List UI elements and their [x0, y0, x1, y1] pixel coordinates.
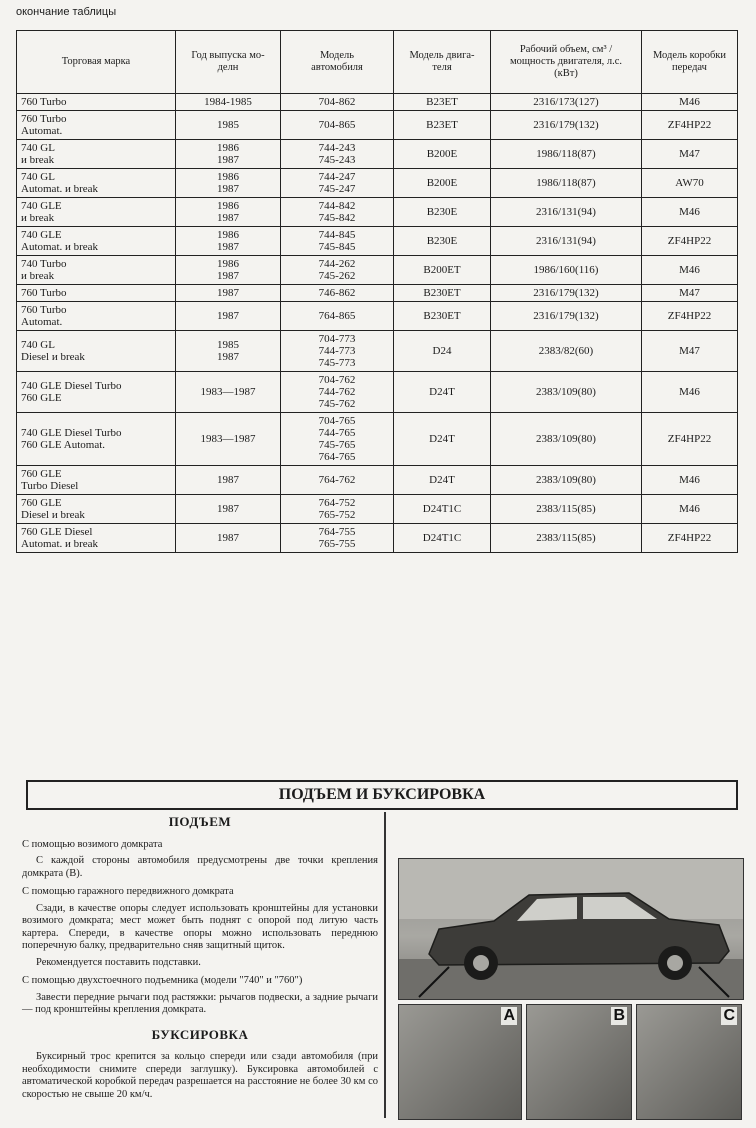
cell-year: 1987: [176, 285, 281, 302]
header-year: Год выпуска мо- делн: [176, 31, 281, 94]
photo-label-b: B: [613, 1007, 625, 1024]
cell-model: 704-762 744-762 745-762: [281, 372, 394, 413]
cell-volume: 1986/118(87): [491, 169, 642, 198]
towing-paragraph: Буксирный трос крепится за кольцо спереди или сзади автомобиля (при необходимости снимите спереди заглушку). Буксировка автомобилей с автоматической коробкой передач разрешается на расстояние не более 30 км со скоростью не свыше 20 км/ч.: [22, 1051, 378, 1100]
cell-model: 764-762: [281, 466, 394, 495]
cell-volume: 2383/115(85): [491, 495, 642, 524]
car-illustration: [399, 859, 743, 999]
cell-brand: 760 GLE Diesel и break: [17, 495, 176, 524]
cell-brand: 760 Turbo Automat.: [17, 302, 176, 331]
table-row: [17, 198, 738, 227]
cell-model: 704-862: [281, 94, 394, 111]
lifting-paragraph-1: С каждой стороны автомобиля предусмотрены две точки крепления домкрата (B).: [22, 855, 378, 879]
header-model: Модель автомобиля: [281, 31, 394, 94]
cell-engine: D24T: [394, 413, 491, 466]
cell-volume: 2383/109(80): [491, 372, 642, 413]
cell-engine: B230E: [394, 198, 491, 227]
lifting-heading: ПОДЪЕМ: [168, 814, 232, 829]
cell-volume: 2316/173(127): [491, 94, 642, 111]
cell-engine: D24T1C: [394, 495, 491, 524]
cell-brand: 760 Turbo: [17, 94, 176, 111]
cell-gearbox: ZF4HP22: [642, 413, 738, 466]
cell-year: 1987: [176, 495, 281, 524]
cell-engine: B230ET: [394, 285, 491, 302]
cell-engine: D24: [394, 331, 491, 372]
lifting-subheading-1: С помощью возимого домкрата: [22, 838, 163, 850]
cell-brand: 740 GLE и break: [17, 198, 176, 227]
table-row: [17, 331, 738, 372]
cell-volume: 2316/179(132): [491, 285, 642, 302]
cell-volume: 2316/179(132): [491, 111, 642, 140]
cell-gearbox: M46: [642, 94, 738, 111]
cell-gearbox: M46: [642, 495, 738, 524]
cell-year: 1986 1987: [176, 256, 281, 285]
section-title: ПОДЪЕМ И БУКСИРОВКА: [26, 780, 738, 810]
specifications-table: [16, 30, 738, 553]
cell-gearbox: M46: [642, 466, 738, 495]
cell-volume: 2383/109(80): [491, 466, 642, 495]
cell-engine: B200E: [394, 140, 491, 169]
cell-volume: 2316/179(132): [491, 302, 642, 331]
cell-year: 1983—1987: [176, 372, 281, 413]
table-row: [17, 285, 738, 302]
table-row: [17, 140, 738, 169]
car-photo: [398, 858, 744, 1000]
header-gearbox: Модель коробки передач: [642, 31, 738, 94]
cell-volume: 2316/131(94): [491, 227, 642, 256]
cell-gearbox: M47: [642, 285, 738, 302]
cell-year: 1986 1987: [176, 227, 281, 256]
cell-brand: 760 GLE Turbo Diesel: [17, 466, 176, 495]
cell-engine: D24T1C: [394, 524, 491, 553]
cell-brand: 740 GLE Diesel Turbo 760 GLE: [17, 372, 176, 413]
tow-ring-photo-c: [636, 1004, 742, 1120]
cell-gearbox: M46: [642, 256, 738, 285]
table-row: [17, 256, 738, 285]
cell-brand: 740 GL и break: [17, 140, 176, 169]
cell-model: 704-865: [281, 111, 394, 140]
column-divider: [384, 812, 386, 1118]
cell-brand: 740 Turbo и break: [17, 256, 176, 285]
lifting-subheading-3: С помощью двухстоечного подъемника (модели "740" и "760"): [22, 975, 303, 986]
cell-gearbox: M46: [642, 372, 738, 413]
cell-model: 744-262 745-262: [281, 256, 394, 285]
table-row: [17, 302, 738, 331]
cell-volume: 2316/131(94): [491, 198, 642, 227]
cell-volume: 2383/82(60): [491, 331, 642, 372]
cell-engine: B200E: [394, 169, 491, 198]
table-row: [17, 524, 738, 553]
cell-model: 744-243 745-243: [281, 140, 394, 169]
towing-heading: БУКСИРОВКА: [151, 1026, 249, 1042]
cell-year: 1986 1987: [176, 198, 281, 227]
cell-model: 764-752 765-752: [281, 495, 394, 524]
cell-engine: D24T: [394, 466, 491, 495]
cell-year: 1985 1987: [176, 331, 281, 372]
cell-gearbox: AW70: [642, 169, 738, 198]
cell-volume: 1986/160(116): [491, 256, 642, 285]
cell-engine: B200ET: [394, 256, 491, 285]
cell-model: 746-862: [281, 285, 394, 302]
cell-gearbox: M47: [642, 140, 738, 169]
cell-year: 1987: [176, 302, 281, 331]
cell-year: 1983—1987: [176, 413, 281, 466]
cell-brand: 740 GLE Automat. и break: [17, 227, 176, 256]
table-body: [17, 94, 738, 553]
table-row: [17, 466, 738, 495]
lifting-paragraph-2: Сзади, в качестве опоры следует использовать кронштейны для установки возимого домкрата; мест может быть поднят с опорой под литую часть картера. Спереди, в качестве опоры можно использовать переднюю поперечную балку, предварительно сняв защитный щиток.: [22, 902, 378, 951]
text-column: [22, 814, 378, 1105]
header-volume: Рабочий объем, см³ / мощность двигателя, л.с. (кВт): [491, 31, 642, 94]
cell-model: 704-765 744-765 745-765 764-765: [281, 413, 394, 466]
cell-engine: D24T: [394, 372, 491, 413]
lifting-subheading-2: С помощью гаражного передвижного домкрата: [22, 886, 234, 897]
table-row: [17, 94, 738, 111]
cell-volume: 1986/118(87): [491, 140, 642, 169]
cell-gearbox: ZF4HP22: [642, 524, 738, 553]
cell-volume: 2383/115(85): [491, 524, 642, 553]
cell-brand: 760 GLE Diesel Automat. и break: [17, 524, 176, 553]
lifting-paragraph-3: Рекомендуется поставить подставки.: [36, 956, 201, 968]
cell-model: 764-865: [281, 302, 394, 331]
cell-gearbox: ZF4HP22: [642, 111, 738, 140]
header-engine: Модель двига- теля: [394, 31, 491, 94]
cell-brand: 760 Turbo: [17, 285, 176, 302]
cell-brand: 760 Turbo Automat.: [17, 111, 176, 140]
table-row: [17, 227, 738, 256]
cell-year: 1986 1987: [176, 169, 281, 198]
cell-model: 744-845 745-845: [281, 227, 394, 256]
photo-label-c: C: [723, 1007, 735, 1024]
cell-brand: 740 GL Automat. и break: [17, 169, 176, 198]
lifting-paragraph-4: Завести передние рычаги под растяжки: рычагов подвески, а задние рычаги — под кронштейны крепления домкрата.: [22, 991, 378, 1015]
cell-model: 704-773 744-773 745-773: [281, 331, 394, 372]
continuation-note: окончание таблицы: [16, 6, 117, 18]
cell-brand: 740 GLE Diesel Turbo 760 GLE Automat.: [17, 413, 176, 466]
cell-engine: B23ET: [394, 94, 491, 111]
cell-year: 1987: [176, 466, 281, 495]
jack-point-photo-a: [398, 1004, 522, 1120]
cell-brand: 740 GL Diesel и break: [17, 331, 176, 372]
cell-year: 1987: [176, 524, 281, 553]
jack-point-photo-b: [526, 1004, 632, 1120]
header-brand: Торговая марка: [17, 31, 176, 94]
cell-model: 744-247 745-247: [281, 169, 394, 198]
cell-engine: B230E: [394, 227, 491, 256]
cell-year: 1986 1987: [176, 140, 281, 169]
photo-label-a: A: [503, 1007, 515, 1024]
table-row: [17, 495, 738, 524]
table-row: [17, 111, 738, 140]
cell-gearbox: M46: [642, 198, 738, 227]
cell-model: 744-842 745-842: [281, 198, 394, 227]
table-row: [17, 372, 738, 413]
cell-engine: B23ET: [394, 111, 491, 140]
cell-engine: B230ET: [394, 302, 491, 331]
cell-volume: 2383/109(80): [491, 413, 642, 466]
table-header-row: [17, 31, 738, 94]
photo-panel: [398, 858, 742, 1120]
cell-gearbox: M47: [642, 331, 738, 372]
cell-model: 764-755 765-755: [281, 524, 394, 553]
table-row: [17, 413, 738, 466]
cell-year: 1985: [176, 111, 281, 140]
table-row: [17, 169, 738, 198]
cell-year: 1984-1985: [176, 94, 281, 111]
cell-gearbox: ZF4HP22: [642, 227, 738, 256]
cell-gearbox: ZF4HP22: [642, 302, 738, 331]
